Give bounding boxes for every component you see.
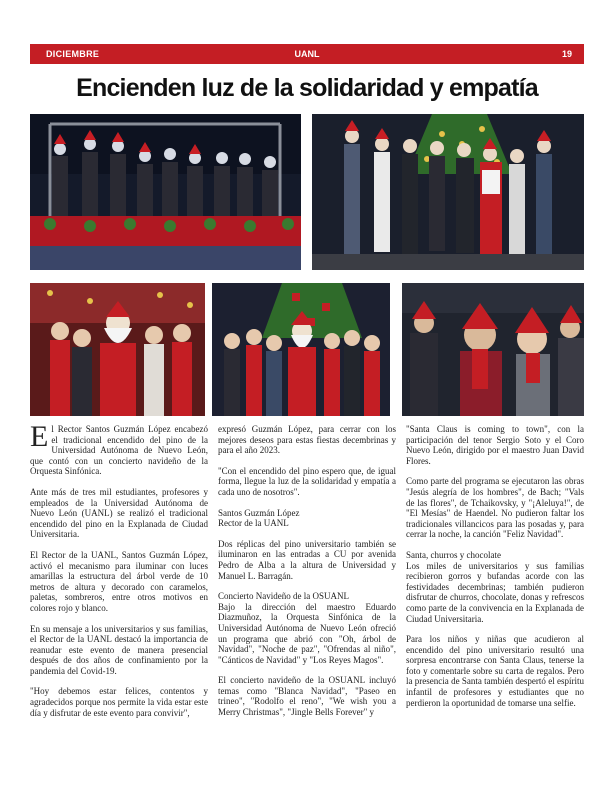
article-column-2 (218, 424, 396, 728)
page-header-bar (30, 44, 584, 64)
article-paragraph: Los miles de universitarios y sus familias recibieron gorros y bufandas acorde con las festividades decembrinas; también pudieron disfrutar de churros, chocolate, donas y refrescos como parte de la convivencia en la Explanada de Ciudad Universitaria. (406, 560, 584, 624)
photo-students (402, 283, 584, 416)
article-paragraph: "Hoy debemos estar felices, contentos y agradecidos porque nos permite la vida estar este día y disfrutar de este evento para convivir", (30, 686, 208, 718)
article-paragraph: En su mensaje a los universitarios y sus familias, el Rector de la UANL destacó la importancia de reanudar este evento de manera presencial después de dos años de confinamiento por la pandemia del Covid-19. (30, 623, 208, 676)
photo-santa-group (312, 114, 584, 270)
subheading: Concierto Navideño de la OSUANL (218, 591, 349, 602)
signature-name: Santos Guzmán López (218, 507, 300, 518)
article-column-3 (406, 424, 584, 718)
drop-cap: E (30, 420, 49, 453)
page-number: 19 (561, 49, 572, 59)
photo-stage (30, 114, 301, 270)
article-paragraph: "Santa Claus is coming to town", con la participación del tenor Sergio Soto y el Coro Nuevo León, dirigido por el maestro Juan David Flores. (406, 424, 584, 466)
header-month: DICIEMBRE (46, 49, 100, 59)
article-paragraph: expresó Guzmán López, para cerrar con los mejores deseos para estas fiestas decembrinas y para el año 2023. (218, 424, 396, 456)
photo-santa-center (212, 283, 390, 416)
article-paragraph: Dos réplicas del pino universitario también se iluminaron en las entradas a CU por avenida Pedro de Alba a la altura de Universidad y Manuel L. Barragán. (218, 538, 396, 581)
photo-santa-left (30, 283, 205, 416)
article-paragraph: El Rector Santos Guzmán López encabezó el tradicional encendido del pino de la Universidad Autónoma de Nuevo León, que contó con un concierto navideño de la Orquesta Sinfónica. (30, 420, 208, 477)
signature-title: Rector de la UANL (218, 518, 289, 529)
article-paragraph: El Rector de la UANL, Santos Guzmán López, activó el mecanismo para iluminar con luces amarillas la estructura del árbol verde de 10 metros de altura y decorado con caramelos, paletas, sombreros, entre otros motivos en colores rojo y blanco. (30, 549, 208, 613)
article-paragraph: El concierto navideño de la OSUANL incluyó temas como "Blanca Navidad", "Paseo en trineo", "Rodolfo el reno", "We wish you a Merry Christmas", "Jingle Bells Forever" y (218, 675, 396, 718)
article-paragraph: "Con el encendido del pino espero que, de igual forma, llegue la luz de la solidaridad y empatía a cada uno de nosotros". (218, 465, 396, 497)
subheading: Santa, churros y chocolate (406, 549, 501, 560)
article-paragraph: Para los niños y niñas que acudieron al encendido del pino universitario resultó una sorpresa encontrarse con Santa Claus, tenerse la foto y comentarle sobre su carta de regalos. Pero la presencia de Santa también despertó el espíritu infantil de profesores y estudiantes que no perdieron la oportunidad de tomarse una selfie. (406, 634, 584, 708)
headline: Encienden luz de la solidaridad y empatía (76, 74, 538, 102)
article-paragraph: Ante más de tres mil estudiantes, profesores y empleados de la Universidad Autónoma de Nuevo León (UANL) se realizó el tradicional encendido del pino en la Explanada de Ciudad Universitaria. (30, 486, 208, 540)
article-column-1 (30, 420, 208, 728)
article-paragraph: Como parte del programa se ejecutaron las obras "Jesús alegría de los hombres", de Bach; "Vals de las flores", de Tchaikovsky, y "¡Aleluya!", de "El Mesías" de Haendel. No pudieron faltar los tradicionales villancicos para las posadas y, para cerrar la noche, la canción "Feliz Navidad". (406, 476, 584, 540)
header-section: UANL (294, 49, 320, 59)
article-paragraph: Bajo la dirección del maestro Eduardo Diazmuñoz, la Orquesta Sinfónica de la Universidad Autónoma de Nuevo León ofreció un programa que abrió con "Oh, árbol de Navidad", "Noche de paz", "Ofrendas al niño", "Cánticos de Navidad" y "Los Reyes Magos". (218, 601, 396, 665)
